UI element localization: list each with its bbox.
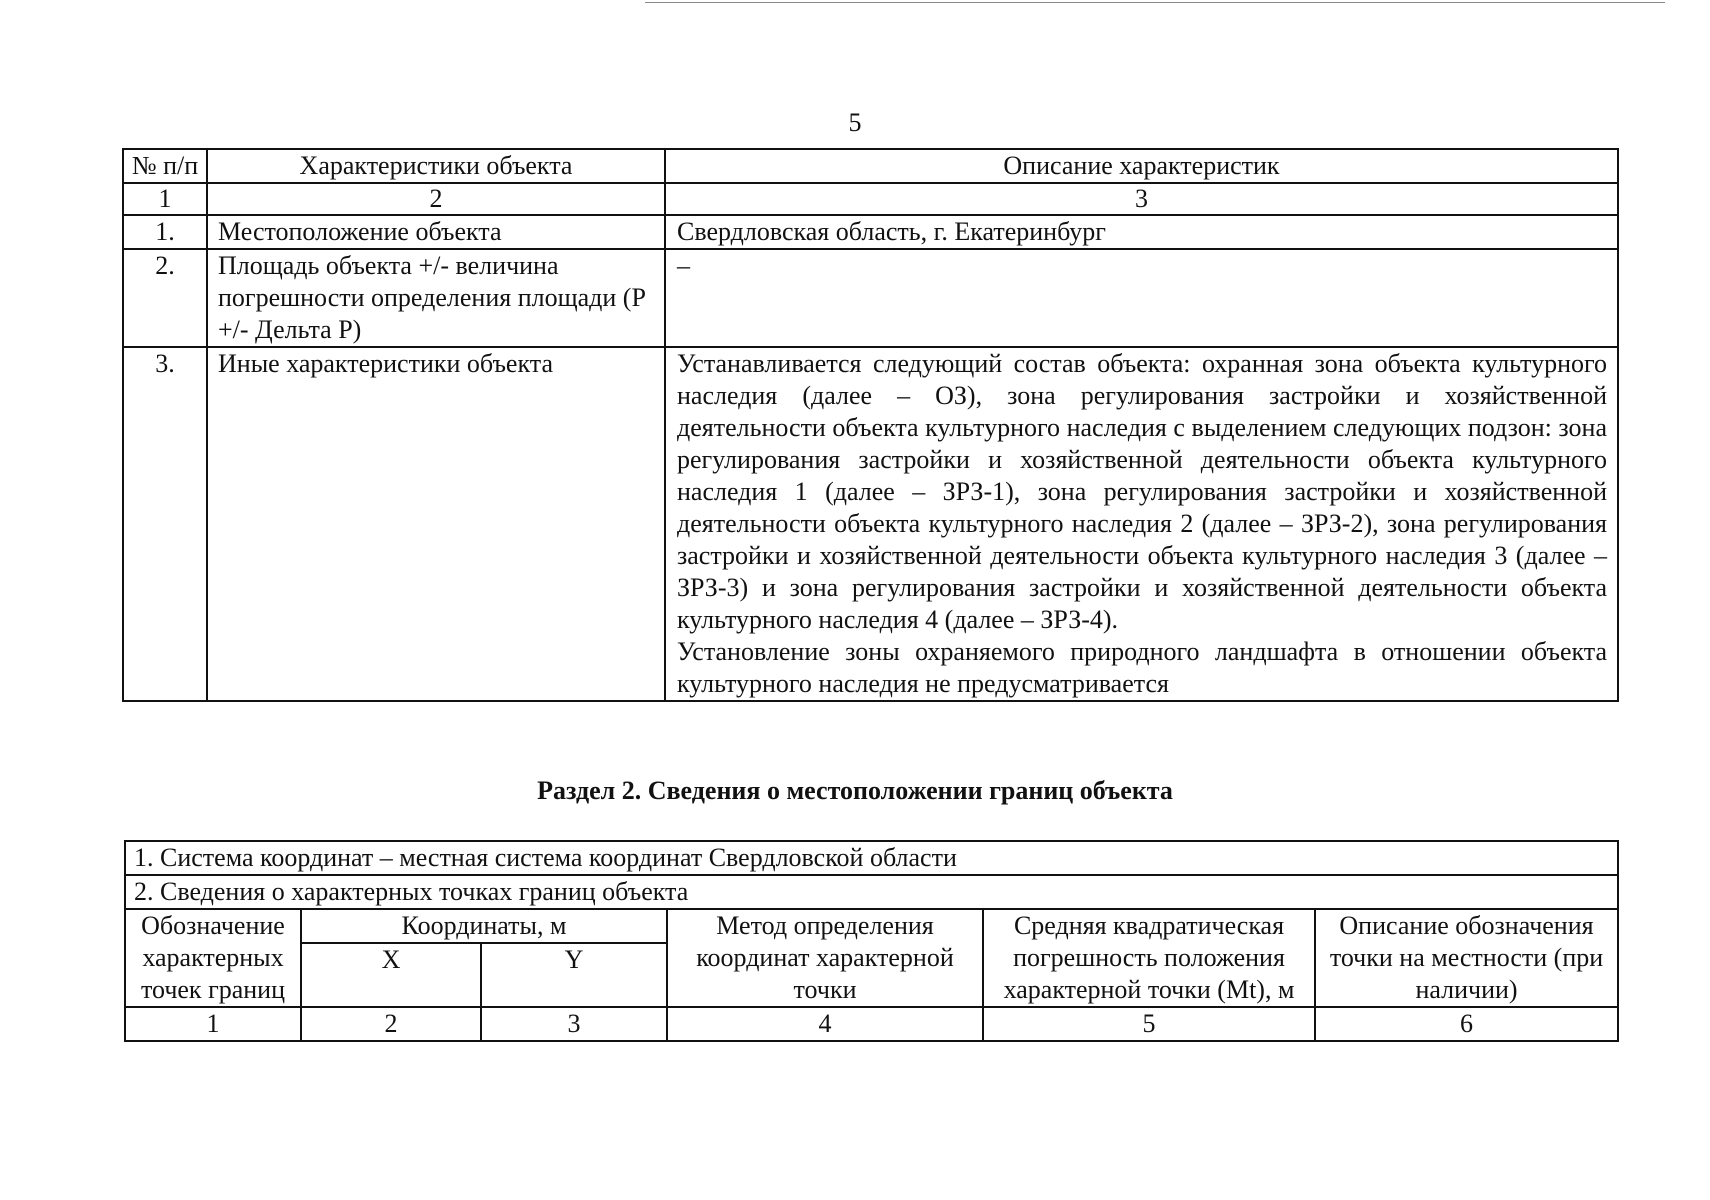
column-number: 5 — [983, 1007, 1315, 1041]
row-characteristic: Местоположение объекта — [207, 215, 665, 249]
description-paragraph: Установление зоны охраняемого природного ландшафта в отношении объекта культурного наследия не предусматривается — [677, 637, 1607, 698]
row-description — [665, 249, 1618, 347]
table-row — [123, 347, 1618, 701]
header-description: Описание характеристик — [665, 149, 1618, 183]
column-number: 4 — [667, 1007, 983, 1041]
table-row — [123, 215, 1618, 249]
column-number: 1 — [123, 183, 207, 215]
row-characteristic: Иные характеристики объекта — [207, 347, 665, 701]
column-number-row — [125, 1007, 1618, 1041]
table-row — [123, 249, 1618, 347]
boundary-points-table — [124, 840, 1619, 1042]
column-number: 6 — [1315, 1007, 1618, 1041]
description-paragraph: Устанавливается следующий состав объекта: охранная зона объекта культурного наследия (далее – ОЗ), зона регулирования застройки и хозяйственной деятельности объекта культурного наследия с выделением следующих подзон: зона регулирования застройки и хозяйственной деятельности объекта культурного наследия 1 (далее – ЗРЗ-1), зона регулирования застройки и хозяйственной деятельности объекта культурного наследия 2 (далее – ЗРЗ-2), зона регулирования застройки и хозяйственной деятельности объекта культурного наследия 3 (далее – ЗРЗ-3) и зона регулирования застройки и хозяйственной деятельности объекта культурного наследия 4 (далее – ЗРЗ-4). — [677, 349, 1607, 634]
header-y: Y — [481, 943, 667, 1007]
header-coordinates: Координаты, м — [301, 909, 667, 943]
header-method: Метод определения координат характерной точки — [667, 909, 983, 1007]
section-title: Раздел 2. Сведения о местоположении границ объекта — [537, 776, 1173, 805]
header-point-description: Описание обозначения точки на местности (при наличии) — [1315, 909, 1618, 1007]
points-info-row — [125, 875, 1618, 909]
row-number: 3. — [123, 347, 207, 701]
row-number: 1. — [123, 215, 207, 249]
object-characteristics-table — [122, 148, 1619, 702]
page-number: 5 — [848, 108, 862, 137]
coordinate-system-row — [125, 841, 1618, 875]
header-characteristics: Характеристики объекта — [207, 149, 665, 183]
column-number: 2 — [301, 1007, 481, 1041]
row-description — [665, 347, 1618, 701]
row-characteristic: Площадь объекта +/- величина погрешности определения площади (P +/- Дельта P) — [207, 249, 665, 347]
top-edge-line — [645, 2, 1665, 3]
header-error: Средняя квадратическая погрешность положения характерной точки (Mt), м — [983, 909, 1315, 1007]
column-number: 3 — [481, 1007, 667, 1041]
row-number: 2. — [123, 249, 207, 347]
column-number: 3 — [665, 183, 1618, 215]
table-header-row — [125, 909, 1618, 943]
column-number: 1 — [125, 1007, 301, 1041]
header-x: X — [301, 943, 481, 1007]
column-number-row — [123, 183, 1618, 215]
header-number: № п/п — [123, 149, 207, 183]
column-number: 2 — [207, 183, 665, 215]
description-paragraph: – — [677, 251, 690, 280]
table-header-row — [123, 149, 1618, 183]
points-info-text: 2. Сведения о характерных точках границ объекта — [125, 875, 1618, 909]
row-description — [665, 215, 1618, 249]
coordinate-system-text: 1. Система координат – местная система координат Свердловской области — [125, 841, 1618, 875]
header-designation: Обозначение характерных точек границ — [125, 909, 301, 1007]
description-paragraph: Свердловская область, г. Екатеринбург — [677, 217, 1106, 246]
